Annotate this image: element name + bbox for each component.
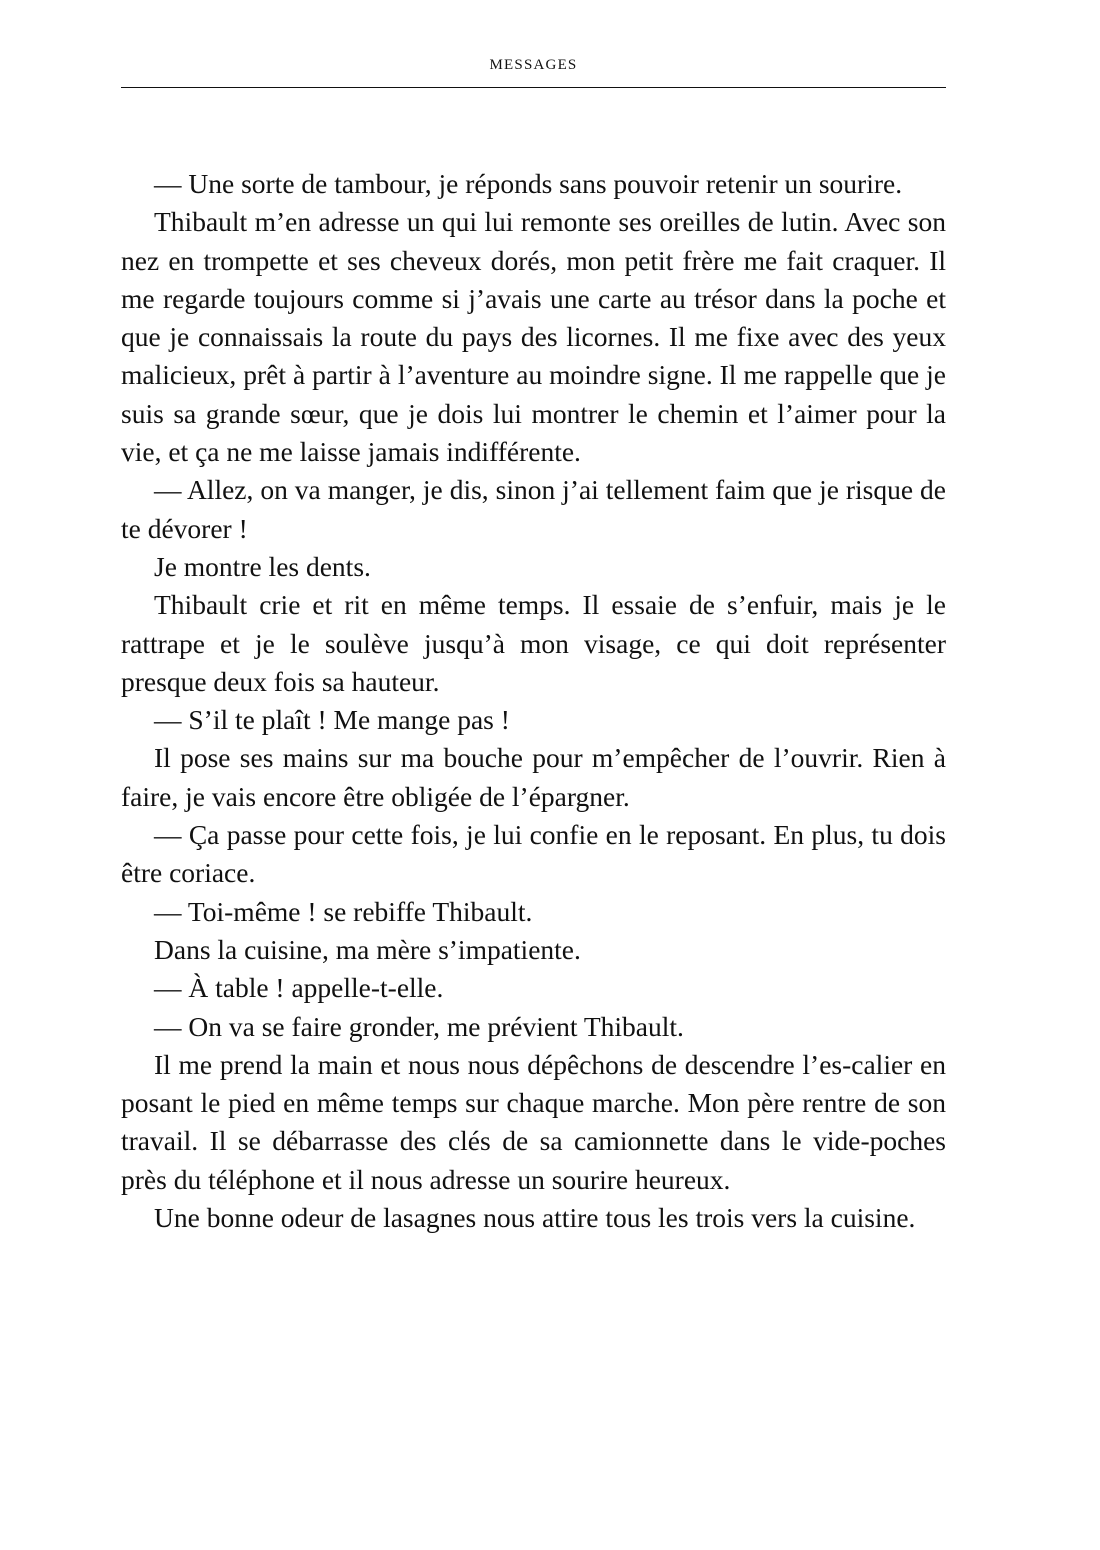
paragraph: — On va se faire gronder, me prévient Thibault. <box>154 1010 684 1042</box>
paragraph: — S’il te plaît ! Me mange pas ! <box>154 704 510 736</box>
paragraph: Il pose ses mains sur ma bouche pour m’empêcher de l’ouvrir. Rien à faire, je vais encore être obligée de l’épargner. <box>121 742 946 812</box>
body-text <box>121 165 946 1237</box>
paragraph: — Toi-même ! se rebiffe Thibault. <box>154 895 533 927</box>
paragraph: Thibault m’en adresse un qui lui remonte ses oreilles de lutin. Avec son nez en trompette et ses cheveux dorés, mon petit frère me fait craquer. Il me regarde toujours comme si j’avais une carte au trésor dans la poche et que je connaissais la route du pays des licornes. Il me fixe avec des yeux malicieux, prêt à partir à l’aventure au moindre signe. Il me rappelle que je suis sa grande sœur, que je dois lui montrer le chemin et l’aimer pour la vie, et ça ne me laisse jamais indifférente. <box>121 206 946 468</box>
paragraph: Je montre les dents. <box>154 550 371 582</box>
header-rule <box>121 87 946 88</box>
paragraph: Une bonne odeur de lasagnes nous attire tous les trois vers la cuisine. <box>154 1202 916 1234</box>
running-title: MESSAGES <box>489 57 578 73</box>
paragraph: Il me prend la main et nous nous dépêchons de descendre l’es-calier en posant le pied en même temps sur chaque marche. Mon père rentre de son travail. Il se débarrasse des clés de sa camionnette dans le vide-poches près du téléphone et il nous adresse un sourire heureux. <box>121 1048 946 1195</box>
paragraph: Thibault crie et rit en même temps. Il essaie de s’enfuir, mais je le rattrape et je le soulève jusqu’à mon visage, ce qui doit représenter presque deux fois sa hauteur. <box>121 589 946 697</box>
paragraph: — Allez, on va manger, je dis, sinon j’ai tellement faim que je risque de te dévorer ! <box>121 474 946 544</box>
paragraph: — Une sorte de tambour, je réponds sans pouvoir retenir un sourire. <box>154 168 903 199</box>
paragraph: Dans la cuisine, ma mère s’impatiente. <box>154 933 581 965</box>
paragraph: — À table ! appelle-t-elle. <box>154 972 444 1004</box>
paragraph: — Ça passe pour cette fois, je lui confie en le reposant. En plus, tu dois être coriace. <box>121 819 946 889</box>
